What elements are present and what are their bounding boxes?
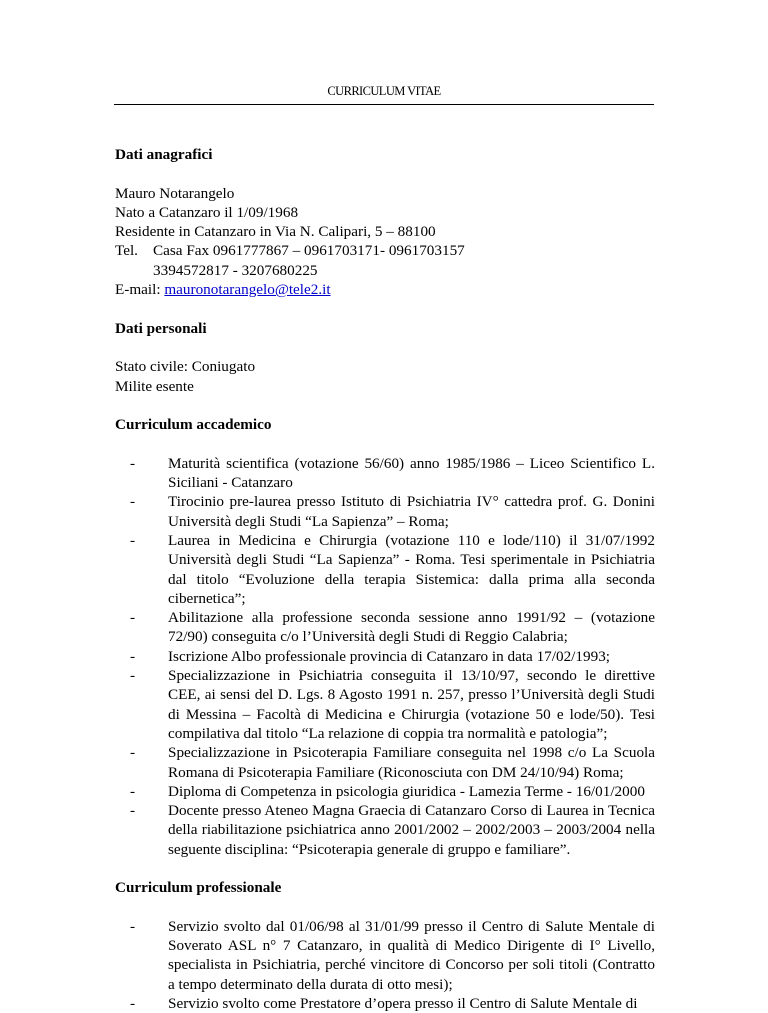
bullet-dash: - [130, 995, 136, 1013]
person-name: Mauro Notarangelo [115, 184, 235, 202]
bullet-dash: - [130, 802, 136, 820]
list-item: - Servizio svolto come Prestatore d’opera presso il Centro di Salute Mentale di [130, 995, 638, 1013]
list-item: - Diploma di Competenza in psicologia giuridica - Lamezia Terme - 16/01/2000 [130, 782, 645, 800]
bullet-dash: - [130, 493, 136, 511]
tel-label: Tel. [115, 242, 138, 260]
phone-line-1 [115, 241, 655, 260]
bullet-dash: - [130, 744, 136, 762]
bullet-dash: - [130, 782, 136, 800]
list-item: - Servizio svolto dal 01/06/98 al 31/01/99 presso il Centro di Salute Mentale di Soverato ASL n° 7 Catanzaro, in qualità di Medico Dirigente di I° Livello, specialista in Psichiatria, perché vincitore di Concorso per soli titoli (Contratto a tempo determinato della durata di otto mesi); [130, 917, 655, 993]
document-body [115, 145, 655, 1013]
list-item: - Maturità scientifica (votazione 56/60) anno 1985/1986 – Liceo Scientifico L. Siciliani - Catanzaro [130, 454, 655, 492]
military-status: Milite esente [115, 377, 194, 395]
bullet-dash: - [130, 667, 136, 685]
list-item: - Tirocinio pre-laurea presso Istituto di Psichiatria IV° cattedra prof. G. Donini Università degli Studi “La Sapienza” – Roma; [130, 493, 655, 530]
section-heading-personali: Dati personali [115, 319, 207, 337]
list-item: - Specializzazione in Psicoterapia Familiare conseguita nel 1998 c/o La Scuola Romana di Psicoterapia Familiare (Riconosciuta con DM 24/10/94) Roma; [130, 744, 655, 781]
email-line [115, 280, 655, 299]
list-item: - Iscrizione Albo professionale provincia di Catanzaro in data 17/02/1993; [130, 647, 611, 665]
civil-status: Stato civile: Coniugato [115, 358, 256, 376]
section-heading-anagrafici: Dati anagrafici [115, 146, 213, 163]
phone-numbers-1: Casa Fax 0961777867 – 0961703171- 0961703157 [153, 242, 465, 260]
bullet-dash: - [130, 531, 136, 549]
email-link[interactable]: mauronotarangelo@tele2.it [164, 281, 331, 299]
section-heading-accademico: Curriculum accademico [115, 416, 272, 434]
academic-list [115, 454, 655, 859]
birth-info: Nato a Catanzaro il 1/09/1968 [115, 203, 299, 221]
bullet-dash: - [130, 647, 136, 665]
list-item: - Abilitazione alla professione seconda sessione anno 1991/92 – (votazione 72/90) conseguita c/o l’Università degli Studi di Reggio Calabria; [130, 609, 655, 646]
bullet-dash: - [130, 609, 136, 627]
list-item: - Laurea in Medicina e Chirurgia (votazione 110 e lode/110) il 31/07/1992 Università degli Studi “La Sapienza” - Roma. Tesi sperimentale in Psichiatria dal titolo “Evoluzione della terapia Sistemica: dalla prima alla seconda cibernetica”; [130, 531, 655, 607]
title-divider [114, 104, 654, 105]
professional-list [115, 917, 655, 1013]
residence-info: Residente in Catanzaro in Via N. Calipari, 5 – 88100 [115, 223, 436, 241]
bullet-dash: - [130, 454, 136, 472]
phone-numbers-2: 3394572817 - 3207680225 [153, 261, 318, 279]
bullet-dash: - [130, 917, 136, 935]
list-item: - Docente presso Ateneo Magna Graecia di Catanzaro Corso di Laurea in Tecnica della riabilitazione psichiatrica anno 2001/2002 – 2002/2003 – 2003/2004 nella seguente disciplina: “Psicoterapia generale di gruppo e familiare”. [130, 802, 655, 858]
section-heading-professionale: Curriculum professionale [115, 879, 282, 897]
list-item: - Specializzazione in Psichiatria conseguita il 13/10/97, secondo le direttive CEE, ai sensi del D. Lgs. 8 Agosto 1991 n. 257, presso l’Università degli Studi di Messina – Facoltà di Medicina e Chirurgia (votazione 50 e lode/50). Tesi compilativa dal titolo “La relazione di coppia tra normalità e patologia”; [130, 667, 655, 742]
document-title: CURRICULUM VITAE [327, 84, 441, 98]
email-label: E-mail: [115, 281, 165, 299]
